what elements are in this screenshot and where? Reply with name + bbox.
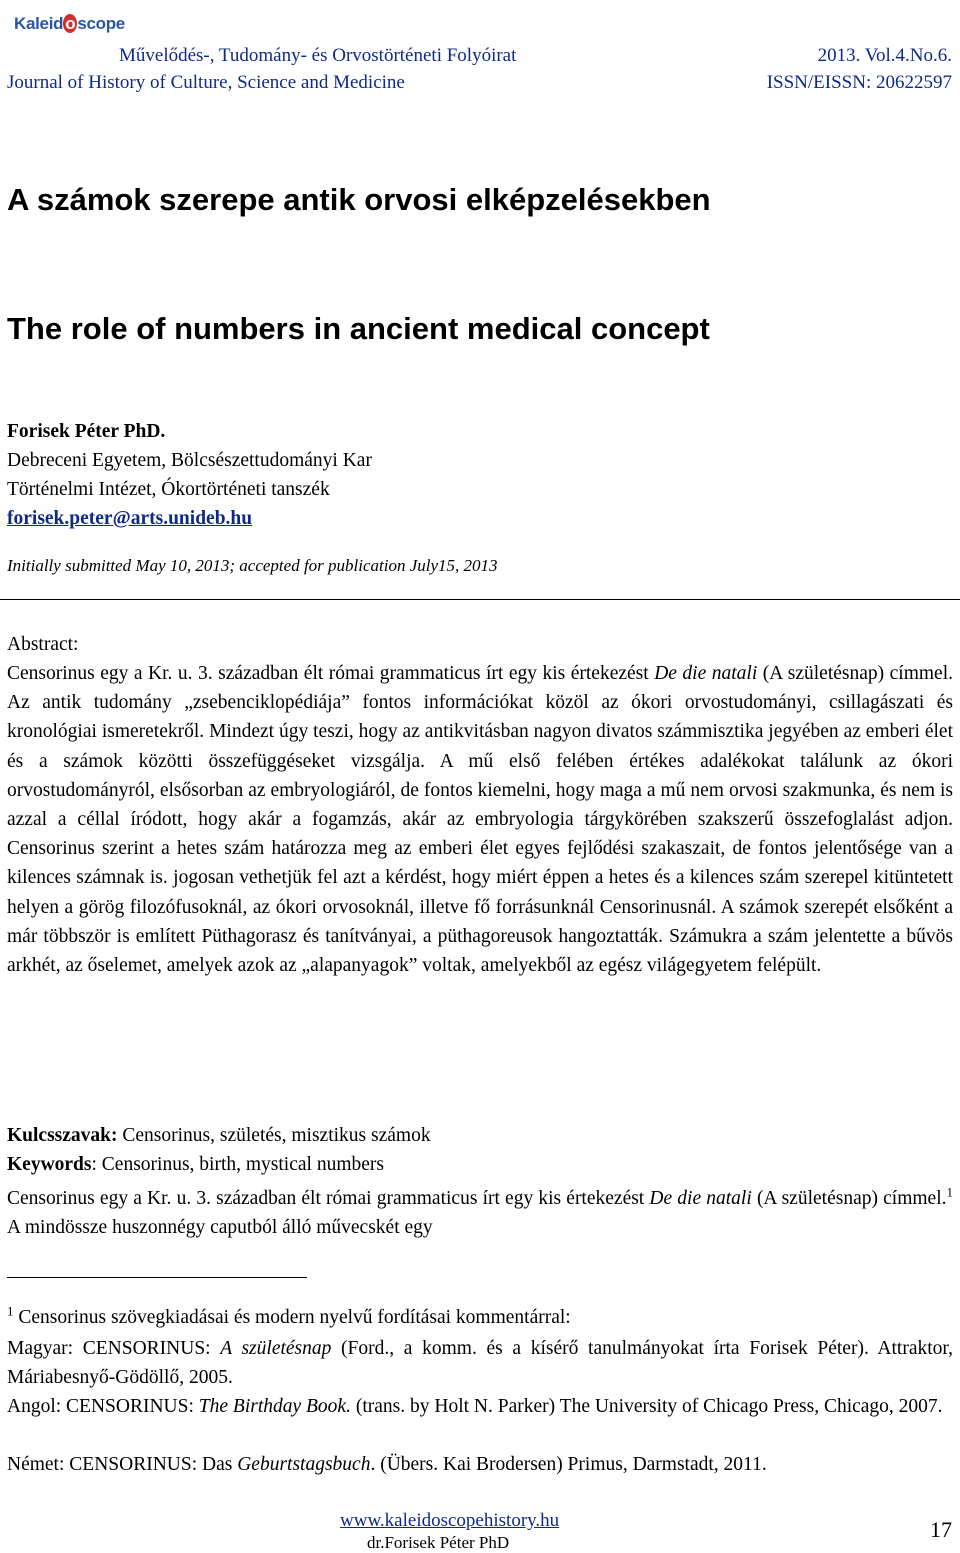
footnote-work-title: A születésnap — [220, 1338, 332, 1359]
footer-website-link[interactable]: www.kaleidoscopehistory.hu — [340, 1510, 560, 1531]
submission-dates: Initially submitted May 10, 2013; accepted for publication July15, 2013 — [7, 556, 498, 575]
keywords-en — [7, 1150, 953, 1179]
body-text-part: Censorinus egy a Kr. u. 3. században élt római grammaticus írt egy kis értekezést — [7, 1188, 650, 1209]
keywords-en-value: : Censorinus, birth, mystical numbers — [91, 1154, 384, 1175]
footnote-nemet — [7, 1450, 953, 1479]
keywords-hu-value: Censorinus, születés, misztikus számok — [117, 1125, 431, 1146]
keywords-hu — [7, 1121, 953, 1150]
abstract-label: Abstract: — [7, 634, 79, 655]
footnote-intro-text: Censorinus szövegkiadásai és modern nyelvű fordításai kommentárral: — [13, 1307, 571, 1328]
logo-o-mark: o — [65, 14, 76, 33]
abstract-text — [7, 659, 953, 980]
author-name: Forisek Péter PhD. — [7, 421, 166, 442]
footnote-reference[interactable]: 1 — [946, 1184, 953, 1200]
keywords-en-label: Keywords — [7, 1154, 92, 1175]
footnote-text-part: Német: CENSORINUS: Das — [7, 1454, 238, 1475]
body-work-title: De die natali — [649, 1188, 752, 1209]
section-divider — [0, 599, 960, 600]
article-title-en: The role of numbers in ancient medical concept — [7, 311, 710, 346]
footnote-text-part: Angol: CENSORINUS: — [7, 1396, 199, 1417]
journal-volume: 2013. Vol.4.No.6. — [817, 45, 952, 66]
page-number: 17 — [930, 1517, 952, 1542]
footnote-text-part: . (Übers. Kai Brodersen) Primus, Darmstadt, 2011. — [370, 1454, 767, 1475]
footer-author: dr.Forisek Péter PhD — [367, 1533, 510, 1552]
footnote-work-title: The Birthday Book. — [198, 1396, 351, 1417]
journal-title-hu: Művelődés-, Tudomány- és Orvostörténeti Folyóirat — [119, 45, 517, 66]
footnote-magyar — [7, 1334, 953, 1392]
footnote-text-part: (Ford., a komm. és a kísérő tanulmányokat írta Forisek Péter). Attraktor, Máriabesnyő-Gödöllő, 2005. — [7, 1338, 953, 1389]
keywords-hu-label: Kulcsszavak: — [7, 1125, 118, 1146]
author-email-link[interactable]: forisek.peter@arts.unideb.hu — [7, 508, 253, 529]
author-affiliation: Debreceni Egyetem, Bölcsészettudományi Kar — [7, 450, 372, 471]
abstract-text-part: (A születésnap) címmel. Az antik tudomány „zsebenciklopédiája” fontos információkat közöl az ókori orvostudományi, csillagászati és kronológiai ismeretekről. Mindezt úgy teszi, hogy az antikvitásban nagyon divatos számmisztika jegyében az emberi élet és a számok közötti összefüggéseket vizsgálja. A mű első felében értékes adalékokat találunk az ókori orvostudományról, elsősorban az embryologiáról, de fontos kiemelni, hogy maga a mű nem orvosi szakmunka, és nem is azzal a céllal íródott, hogy akár a fogamzás, akár az embryologia tárgykörében szakszerű összefoglalást adjon. Censorinus szerint a hetes szám határozza meg az emberi élet egyes fejlődési szakaszait, de fontos jelentősége van a kilences számnak is. jogosan vethetjük fel azt a kérdést, hogy miért éppen a hetes és a kilences szám szerepel kitüntetett helyen a görög filozófusoknál, az ókori orvosoknál, illetve fő forrásunknál Censorinusnál. A számok szerepét elsőként a már többször is említett Püthagorasz és tanítványai, a püthagoreusok hangoztatták. Számukra a szám jelentette a bűvös arkhét, az őselemet, amelyek azok az „alapanyagok” voltak, amelyekből az egész világegyetem felépült. — [7, 663, 953, 977]
article-title-hu: A számok szerepe antik orvosi elképzelésekben — [7, 182, 711, 217]
footnote-text-part: Magyar: CENSORINUS: — [7, 1338, 221, 1359]
footnote-mark: 1 — [7, 1303, 14, 1319]
footnote-text-part: (trans. by Holt N. Parker) The University of Chicago Press, Chicago, 2007. — [350, 1396, 943, 1417]
footnote-work-title: Geburtstagsbuch — [237, 1454, 371, 1475]
logo-text-part: scope — [77, 14, 125, 33]
author-department: Történelmi Intézet, Ókortörténeti tanszék — [7, 479, 330, 500]
journal-logo — [6, 4, 125, 42]
body-text-part: (A születésnap) címmel. — [751, 1188, 947, 1209]
footnote-angol — [7, 1392, 953, 1421]
footnote-intro — [7, 1303, 953, 1332]
body-text-part: A mindössze huszonnégy caputból álló művecskét egy — [7, 1217, 433, 1239]
journal-issn: ISSN/EISSN: 20622597 — [766, 72, 952, 93]
abstract-work-title: De die natali — [654, 663, 758, 684]
abstract-text-part: Censorinus egy a Kr. u. 3. században élt római grammaticus írt egy kis értekezést — [7, 663, 655, 684]
journal-title-en: Journal of History of Culture, Science and Medicine — [7, 72, 405, 93]
logo-text-part: Kaleid — [14, 14, 64, 33]
body-paragraph — [7, 1184, 953, 1242]
footnote-rule — [7, 1277, 307, 1278]
